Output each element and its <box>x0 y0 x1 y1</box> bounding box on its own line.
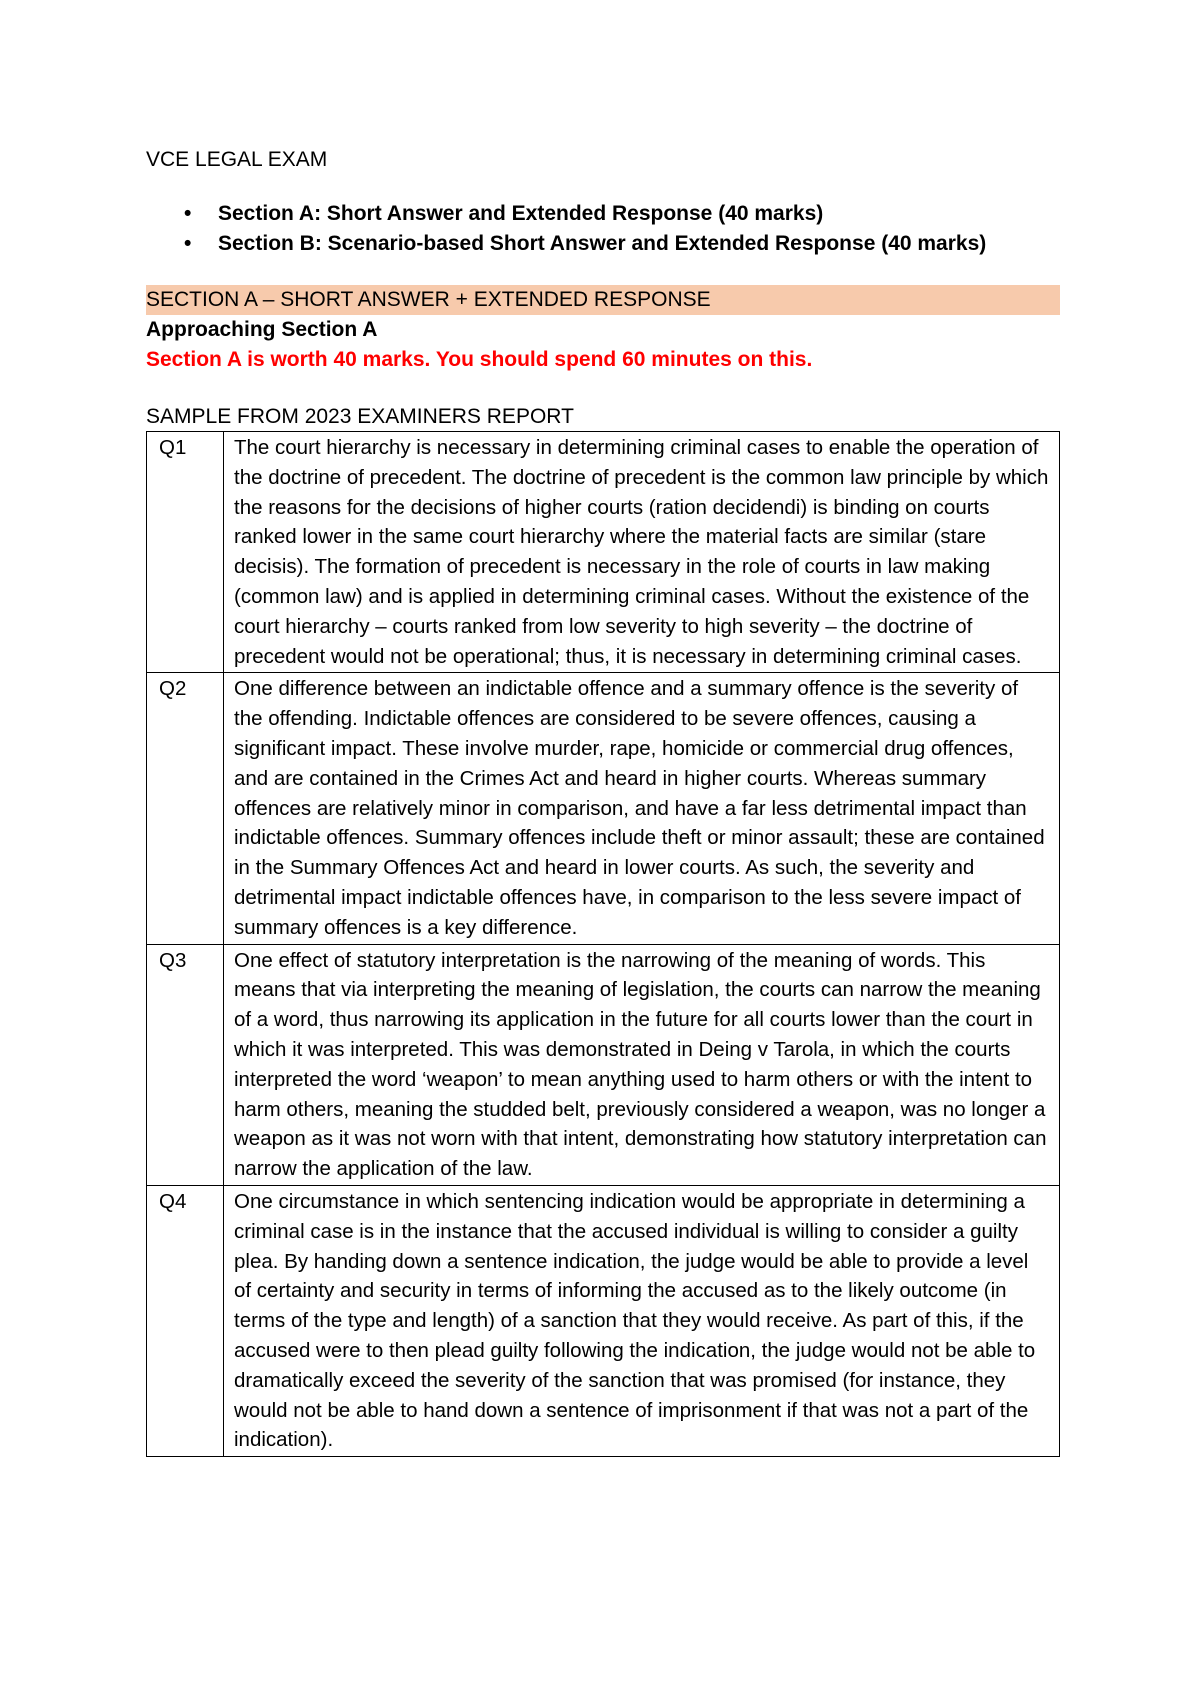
sample-answers-table <box>146 431 1060 1457</box>
table-row <box>147 673 1060 944</box>
answer-text: One circumstance in which sentencing indication would be appropriate in determining a criminal case is in the instance that the accused individual is willing to consider a guilty plea. By handing down a sentence indication, the judge would be able to provide a level of certainty and security in terms of informing the accused as to the likely outcome (in terms of the type and length) of a sanction that they would receive. As part of this, if the accused were to then plead guilty following the indication, the judge would not be able to dramatically exceed the severity of the sanction that was promised (for instance, they would not be able to hand down a sentence of imprisonment if that was not a part of the indication). <box>224 1185 1060 1456</box>
table-row <box>147 1185 1060 1456</box>
approach-heading: Approaching Section A <box>146 318 378 341</box>
exam-sections-list <box>146 199 1060 259</box>
table-row <box>147 944 1060 1185</box>
document-page <box>146 145 1060 1457</box>
section-a-heading: SECTION A – SHORT ANSWER + EXTENDED RESPONSE <box>146 285 1060 315</box>
document-title: VCE LEGAL EXAM <box>146 148 328 171</box>
answer-text: One difference between an indictable offence and a summary offence is the severity of the offending. Indictable offences are considered to be severe offences, causing a significant impact. These involve murder, rape, homicide or commercial drug offences, and are contained in the Crimes Act and heard in higher courts. Whereas summary offences are relatively minor in comparison, and have a far less detrimental impact than indictable offences. Summary offences include theft or minor assault; these are contained in the Summary Offences Act and heard in lower courts. As such, the severity and detrimental impact indictable offences have, in comparison to the less severe impact of summary offences is a key difference. <box>224 673 1060 944</box>
list-item <box>146 199 1060 229</box>
table-row <box>147 432 1060 673</box>
question-number: Q3 <box>147 944 224 1185</box>
answer-text: One effect of statutory interpretation is the narrowing of the meaning of words. This means that via interpreting the meaning of legislation, the courts can narrow the meaning of a word, thus narrowing its application in the future for all courts lower than the court in which it was interpreted. This was demonstrated in Deing v Tarola, in which the courts interpreted the word ‘weapon’ to mean anything used to harm others or with the intent to harm others, meaning the studded belt, previously considered a weapon, was no longer a weapon as it was not worn with that intent, demonstrating how statutory interpretation can narrow the application of the law. <box>224 944 1060 1185</box>
question-number: Q2 <box>147 673 224 944</box>
time-note: Section A is worth 40 marks. You should spend 60 minutes on this. <box>146 348 813 371</box>
question-number: Q4 <box>147 1185 224 1456</box>
section-a-summary: Section A: Short Answer and Extended Response (40 marks) <box>218 202 824 225</box>
sample-heading: SAMPLE FROM 2023 EXAMINERS REPORT <box>146 405 574 428</box>
question-number: Q1 <box>147 432 224 673</box>
bullet-icon: • <box>184 232 192 255</box>
answer-text: The court hierarchy is necessary in determining criminal cases to enable the operation of the doctrine of precedent. The doctrine of precedent is the common law principle by which the reasons for the decisions of higher courts (ration decidendi) is binding on courts ranked lower in the same court hierarchy where the material facts are similar (stare decisis). The formation of precedent is necessary in the role of courts in law making (common law) and is applied in determining criminal cases. Without the existence of the court hierarchy – courts ranked from low severity to high severity – the doctrine of precedent would not be operational; thus, it is necessary in determining criminal cases. <box>224 432 1060 673</box>
list-item <box>146 229 1060 259</box>
bullet-icon: • <box>184 202 192 225</box>
section-b-summary: Section B: Scenario-based Short Answer and Extended Response (40 marks) <box>218 232 987 255</box>
